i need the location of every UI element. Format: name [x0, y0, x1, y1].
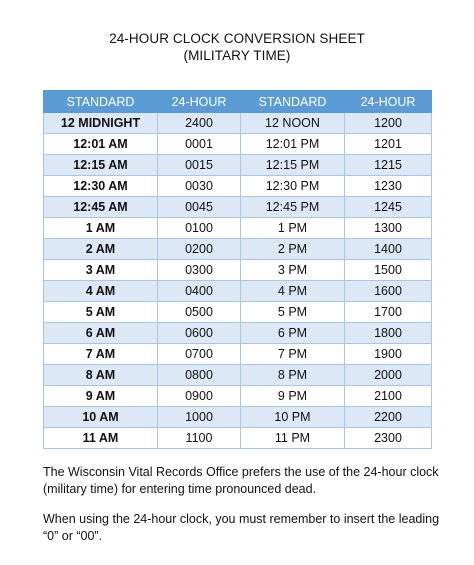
cell-hour24-am: 0030	[158, 176, 241, 197]
table-row	[44, 197, 432, 218]
cell-standard-am: 11 AM	[44, 428, 158, 449]
cell-hour24-pm: 2000	[345, 365, 432, 386]
cell-hour24-am: 0600	[158, 323, 241, 344]
cell-standard-am: 2 AM	[44, 239, 158, 260]
cell-hour24-am: 0700	[158, 344, 241, 365]
cell-hour24-am: 2400	[158, 113, 241, 134]
cell-standard-am: 9 AM	[44, 386, 158, 407]
note-paragraph-2: When using the 24-hour clock, you must remember to insert the leading “0” or “00”.	[43, 512, 440, 543]
cell-standard-pm: 12:30 PM	[241, 176, 345, 197]
cell-standard-am: 7 AM	[44, 344, 158, 365]
cell-hour24-pm: 1600	[345, 281, 432, 302]
header-standard-am: STANDARD	[44, 91, 158, 113]
cell-hour24-am: 0045	[158, 197, 241, 218]
cell-hour24-am: 0400	[158, 281, 241, 302]
cell-hour24-am: 0015	[158, 155, 241, 176]
table-row	[44, 428, 432, 449]
table-row	[44, 260, 432, 281]
table-row	[44, 365, 432, 386]
table-header-row	[44, 91, 432, 113]
cell-standard-pm: 12 NOON	[241, 113, 345, 134]
cell-hour24-am: 0900	[158, 386, 241, 407]
conversion-table	[43, 90, 432, 449]
cell-hour24-pm: 1230	[345, 176, 432, 197]
cell-hour24-am: 1000	[158, 407, 241, 428]
cell-standard-pm: 12:45 PM	[241, 197, 345, 218]
cell-standard-pm: 3 PM	[241, 260, 345, 281]
cell-hour24-am: 1100	[158, 428, 241, 449]
cell-standard-pm: 12:15 PM	[241, 155, 345, 176]
header-24hour-pm: 24-HOUR	[345, 91, 432, 113]
cell-hour24-pm: 1400	[345, 239, 432, 260]
sheet-subtitle: (MILITARY TIME)	[183, 48, 291, 63]
cell-standard-pm: 5 PM	[241, 302, 345, 323]
table-row	[44, 344, 432, 365]
cell-hour24-pm: 2300	[345, 428, 432, 449]
cell-standard-pm: 4 PM	[241, 281, 345, 302]
cell-hour24-am: 0100	[158, 218, 241, 239]
table-row	[44, 134, 432, 155]
table-row	[44, 239, 432, 260]
cell-hour24-pm: 1500	[345, 260, 432, 281]
cell-standard-am: 12:30 AM	[44, 176, 158, 197]
cell-standard-am: 8 AM	[44, 365, 158, 386]
cell-standard-pm: 9 PM	[241, 386, 345, 407]
table-row	[44, 386, 432, 407]
cell-standard-am: 12:15 AM	[44, 155, 158, 176]
cell-standard-pm: 7 PM	[241, 344, 345, 365]
table-row	[44, 176, 432, 197]
cell-hour24-pm: 1201	[345, 134, 432, 155]
cell-hour24-pm: 2200	[345, 407, 432, 428]
cell-standard-am: 5 AM	[44, 302, 158, 323]
cell-standard-am: 1 AM	[44, 218, 158, 239]
cell-standard-pm: 6 PM	[241, 323, 345, 344]
cell-hour24-pm: 2100	[345, 386, 432, 407]
cell-hour24-pm: 1215	[345, 155, 432, 176]
cell-hour24-pm: 1300	[345, 218, 432, 239]
table-row	[44, 218, 432, 239]
table-body	[44, 113, 432, 449]
cell-hour24-am: 0800	[158, 365, 241, 386]
sheet-title: 24-HOUR CLOCK CONVERSION SHEET	[109, 31, 365, 46]
cell-standard-am: 12 MIDNIGHT	[44, 113, 158, 134]
cell-hour24-pm: 1900	[345, 344, 432, 365]
cell-standard-am: 4 AM	[44, 281, 158, 302]
cell-standard-am: 12:45 AM	[44, 197, 158, 218]
cell-hour24-am: 0200	[158, 239, 241, 260]
cell-standard-pm: 2 PM	[241, 239, 345, 260]
table-row	[44, 281, 432, 302]
table-row	[44, 323, 432, 344]
cell-hour24-pm: 1700	[345, 302, 432, 323]
header-standard-pm: STANDARD	[241, 91, 345, 113]
cell-standard-pm: 12:01 PM	[241, 134, 345, 155]
table-row	[44, 302, 432, 323]
table-row	[44, 113, 432, 134]
cell-standard-pm: 11 PM	[241, 428, 345, 449]
cell-standard-pm: 8 PM	[241, 365, 345, 386]
cell-standard-am: 6 AM	[44, 323, 158, 344]
cell-standard-am: 10 AM	[44, 407, 158, 428]
cell-hour24-am: 0500	[158, 302, 241, 323]
cell-hour24-am: 0001	[158, 134, 241, 155]
cell-standard-am: 12:01 AM	[44, 134, 158, 155]
header-24hour-am: 24-HOUR	[158, 91, 241, 113]
table-row	[44, 407, 432, 428]
cell-standard-am: 3 AM	[44, 260, 158, 281]
table-row	[44, 155, 432, 176]
cell-standard-pm: 1 PM	[241, 218, 345, 239]
cell-hour24-pm: 1200	[345, 113, 432, 134]
cell-standard-pm: 10 PM	[241, 407, 345, 428]
cell-hour24-am: 0300	[158, 260, 241, 281]
cell-hour24-pm: 1245	[345, 197, 432, 218]
note-paragraph-1: The Wisconsin Vital Records Office prefers the use of the 24-hour clock (military time) for entering time pronounced dead.	[43, 465, 439, 496]
cell-hour24-pm: 1800	[345, 323, 432, 344]
